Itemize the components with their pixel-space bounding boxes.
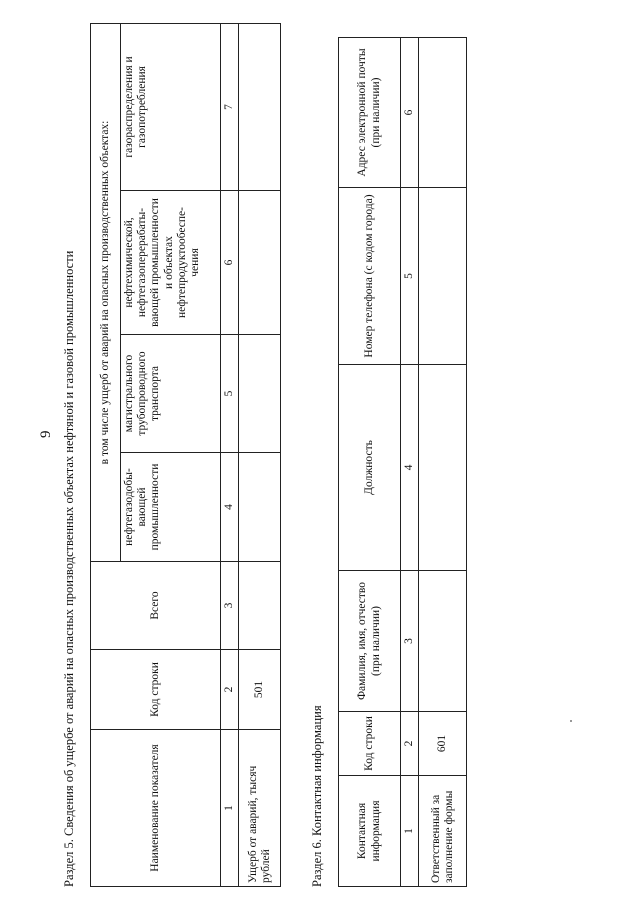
col-number: 6 — [401, 38, 419, 188]
row-damage-code: 501 — [239, 650, 281, 730]
col-number: 2 — [401, 712, 419, 776]
header-oil-gas-production: нефтегазодобы- вающей промышленности — [121, 453, 221, 562]
section-6-table — [338, 37, 467, 887]
col-number: 2 — [221, 650, 239, 730]
col-number: 6 — [221, 191, 239, 335]
cell-total[interactable] — [239, 562, 281, 650]
col-number: 5 — [221, 335, 239, 453]
header-total: Всего — [91, 562, 221, 650]
col-number: 5 — [401, 188, 419, 365]
row-responsible-label: Ответственный за заполнение формы — [419, 776, 467, 887]
header-full-name: Фамилия, имя, отчество (при наличии) — [339, 571, 401, 712]
header-email: Адрес электронной почты (при наличии) — [339, 38, 401, 188]
header-indicator-name: Наименование показателя — [91, 730, 221, 887]
col-number: 4 — [401, 365, 419, 571]
row-damage-label: Ущерб от аварий, тысяч рублей — [239, 730, 281, 887]
scan-speck — [570, 720, 572, 722]
cell-email[interactable] — [419, 38, 467, 188]
header-main-pipeline: магистрального трубопроводного транспорта — [121, 335, 221, 453]
cell-oil-gas-production[interactable] — [239, 453, 281, 562]
col-number: 3 — [401, 571, 419, 712]
col-number: 1 — [401, 776, 419, 887]
header-phone: Номер телефона (с кодом города) — [339, 188, 401, 365]
cell-gas-distribution[interactable] — [239, 23, 281, 190]
col-number: 1 — [221, 730, 239, 887]
header-including: в том числе ущерб от аварий на опасных производственных объектах: — [91, 23, 121, 561]
col-number: 3 — [221, 562, 239, 650]
col-number: 4 — [221, 453, 239, 562]
header-position: Должность — [339, 365, 401, 571]
cell-phone[interactable] — [419, 188, 467, 365]
section-5-table — [90, 23, 281, 887]
header-line-code: Код строки — [339, 712, 401, 776]
row-responsible-code: 601 — [419, 712, 467, 776]
section-5-title: Раздел 5. Сведения об ущербе от аварий на опасных производственных объектах нефтяной и газовой промышленности — [62, 250, 76, 887]
header-line-code: Код строки — [91, 650, 221, 730]
cell-main-pipeline[interactable] — [239, 335, 281, 453]
header-petrochemical: нефтехимической, нефтегазоперерабаты- вающей промышленности и объектах нефтепродуктообеспе- чения — [121, 191, 221, 335]
cell-petrochemical[interactable] — [239, 191, 281, 335]
header-gas-distribution: газораспределения и газопотребления — [121, 23, 221, 190]
header-contact-info: Контактная информация — [339, 776, 401, 887]
section-6-title: Раздел 6. Контактная информация — [310, 705, 324, 887]
col-number: 7 — [221, 23, 239, 190]
cell-position[interactable] — [419, 365, 467, 571]
page-number: 9 — [38, 430, 54, 438]
cell-full-name[interactable] — [419, 571, 467, 712]
